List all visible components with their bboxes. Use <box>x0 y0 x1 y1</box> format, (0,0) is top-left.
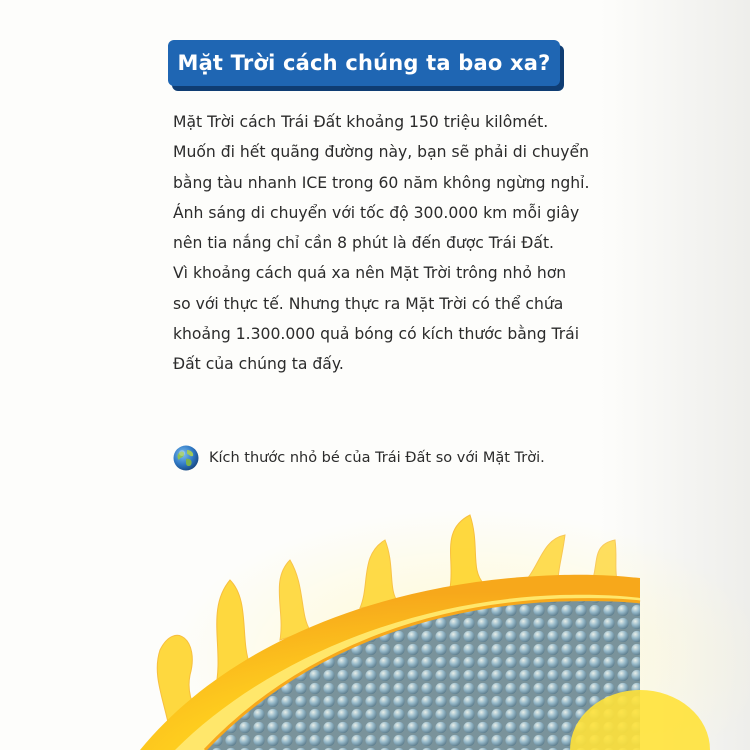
paragraph-line: Mặt Trời cách Trái Đất khoảng 150 triệu kilômét. <box>173 113 549 131</box>
paragraph-line: Vì khoảng cách quá xa nên Mặt Trời trông nhỏ hơn <box>173 264 567 283</box>
paragraph-line: Đất của chúng ta đấy. <box>173 355 344 374</box>
paragraph-line: bằng tàu nhanh ICE trong 60 năm không ngừng nghỉ. <box>173 173 590 192</box>
paragraph-line: Muốn đi hết quãng đường này, bạn sẽ phải di chuyển <box>173 143 589 162</box>
title-banner <box>168 40 560 86</box>
caption <box>173 441 545 475</box>
sun-illustration <box>0 500 750 750</box>
caption-text: Kích thước nhỏ bé của Trái Đất so với Mặt Trời. <box>209 450 545 466</box>
earth-globe-icon <box>173 445 199 471</box>
paragraph-line: nên tia nắng chỉ cần 8 phút là đến được Trái Đất. <box>173 234 555 253</box>
paragraph-line: khoảng 1.300.000 quả bóng có kích thước bằng Trái <box>173 325 580 344</box>
body-paragraph <box>173 107 603 380</box>
paragraph-line: Ánh sáng di chuyển với tốc độ 300.000 km mỗi giây <box>173 203 580 222</box>
page-title: Mặt Trời cách chúng ta bao xa? <box>177 51 551 75</box>
paragraph-line: so với thực tế. Nhưng thực ra Mặt Trời có thể chứa <box>173 294 564 313</box>
